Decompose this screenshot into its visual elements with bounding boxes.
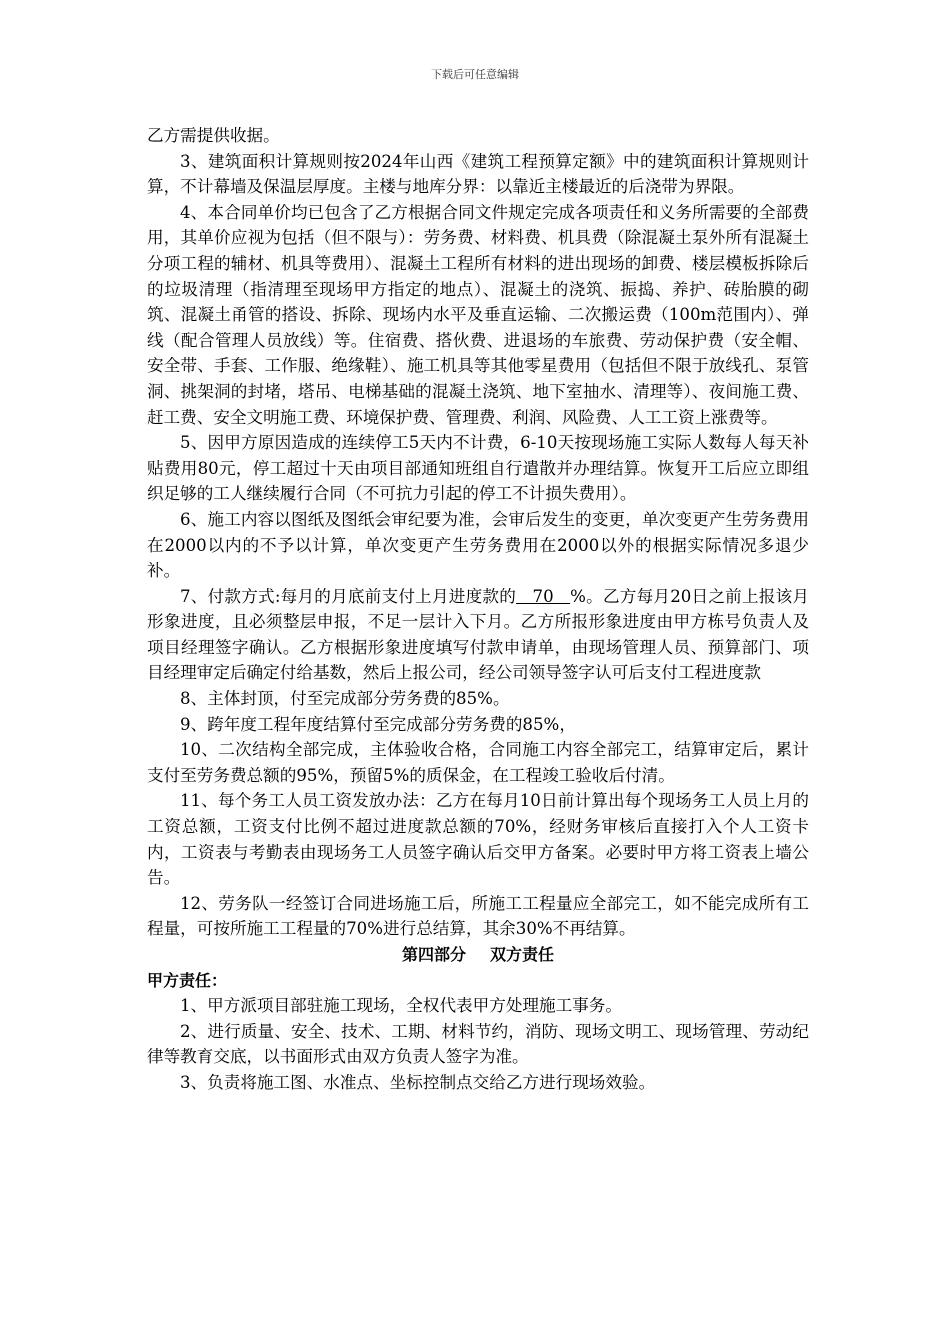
paragraph-11: 11、每个务工人员工资发放办法：乙方在每月10日前计算出每个现场务工人员上月的工资总额，工资支付比例不超过进度款总额的70%，经财务审核后直接打入个人工资卡内，工资表与考勤表由现场务工人员签字确认后交甲方备案。必要时甲方将工资表上墙公告。	[147, 791, 809, 888]
paragraph-6: 6、施工内容以图纸及图纸会审纪要为准，会审后发生的变更，单次变更产生劳务费用在2000以内的不予以计算，单次变更产生劳务费用在2000以外的根据实际情况多退少补。	[147, 509, 809, 581]
page-header: 下载后可任意编辑	[431, 68, 519, 81]
paragraph-9: 9、跨年度工程年度结算付至完成部分劳务费的85%，	[180, 714, 576, 734]
paragraph-4: 4、本合同单价均已包含了乙方根据合同文件规定完成各项责任和义务所需要的全部费用，其单价应视为包括（但不限与）：劳务费、材料费、机具费（除混凝土泵外所有混凝土分项工程的辅材、机具等费用）、混凝土工程所有材料的进出现场的卸费、楼层模板拆除后的垃圾清理（指清理至现场甲方指定的地点）、混凝土的浇筑、振捣、养护、砖胎膜的砌筑、混凝土甬管的搭设、拆除、现场内水平及垂直运输、二次搬运费（100m范围内）、弹线（配合管理人员放线）等。住宿费、搭伙费、进退场的车旅费、劳动保护费（安全帽、安全带、手套、工作服、绝缘鞋）、施工机具等其他零星费用（包括但不限于放线孔、泵管洞、挑架洞的封堵，塔吊、电梯基础的混凝土浇筑、地下室抽水、清理等）、夜间施工费、赶工费、安全文明施工费、环境保护费、管理费、利润、风险费、人工工资上涨费等。	[147, 202, 809, 427]
party-a-item: 1、甲方派项目部驻施工现场，全权代表甲方处理施工事务。	[180, 996, 622, 1016]
paragraph-3: 3、建筑面积计算规则按2024年山西《建筑工程预算定额》中的建筑面积计算规则计算，不计幕墙及保温层厚度。主楼与地库分界：以靠近主楼最近的后浇带为界限。	[147, 151, 809, 197]
paragraph-5: 5、因甲方原因造成的连续停工5天内不计费，6-10天按现场施工实际人数每人每天补贴费用80元，停工超过十天由项目部通知班组自行遣散并办理结算。恢复开工后应立即组织足够的工人继续履行合同（不可抗力引起的停工不计损失费用）。	[147, 433, 809, 504]
section-heading	[147, 942, 809, 968]
paragraph-10: 10、二次结构全部完成，主体验收合格，合同施工内容全部完工，结算审定后，累计支付至劳务费总额的95%，预留5%的质保金，在工程竣工验收后付清。	[147, 740, 809, 785]
paragraph-7	[147, 584, 809, 686]
section-title-text: 双方责任	[490, 945, 555, 964]
paragraph-7-rest: %。乙方每月20日之前上报该月形象进度，且必须整层申报，不足一层计入下月。乙方所报形象进度由甲方栋号负责人及项目经理签字确认。乙方根据形象进度填写付款申请单，由现场管理人员、预算部门、项目经理审定后确定付给基数，然后上报公司，经公司领导签字认可后支付工程进度款	[147, 586, 810, 683]
party-a-item: 3、负责将施工图、水准点、坐标控制点交给乙方进行现场效验。	[180, 1072, 656, 1092]
paragraph-12: 12、劳务队一经签订合同进场施工后，所施工工程量应全部完工，如不能完成所有工程量，可按所施工工程量的70%进行总结算，其余30%不再结算。	[147, 893, 809, 939]
paragraph-receipt: 乙方需提供收据。	[147, 126, 280, 145]
paragraph-8: 8、主体封顶，付至完成部分劳务费的85%。	[180, 689, 510, 709]
paragraph-7-lead: 7、付款方式:每月的月底前支付上月进度款的	[180, 586, 517, 606]
payment-percentage: 70	[516, 586, 571, 606]
document-body	[147, 123, 809, 1096]
party-a-item: 2、进行质量、安全、技术、工期、材料节约，消防、现场文明工、现场管理、劳动纪律等教育交底，以书面形式由双方负责人签字为准。	[147, 1021, 809, 1067]
party-a-heading: 甲方责任：	[147, 970, 228, 990]
section-part-label: 第四部分	[401, 945, 466, 964]
